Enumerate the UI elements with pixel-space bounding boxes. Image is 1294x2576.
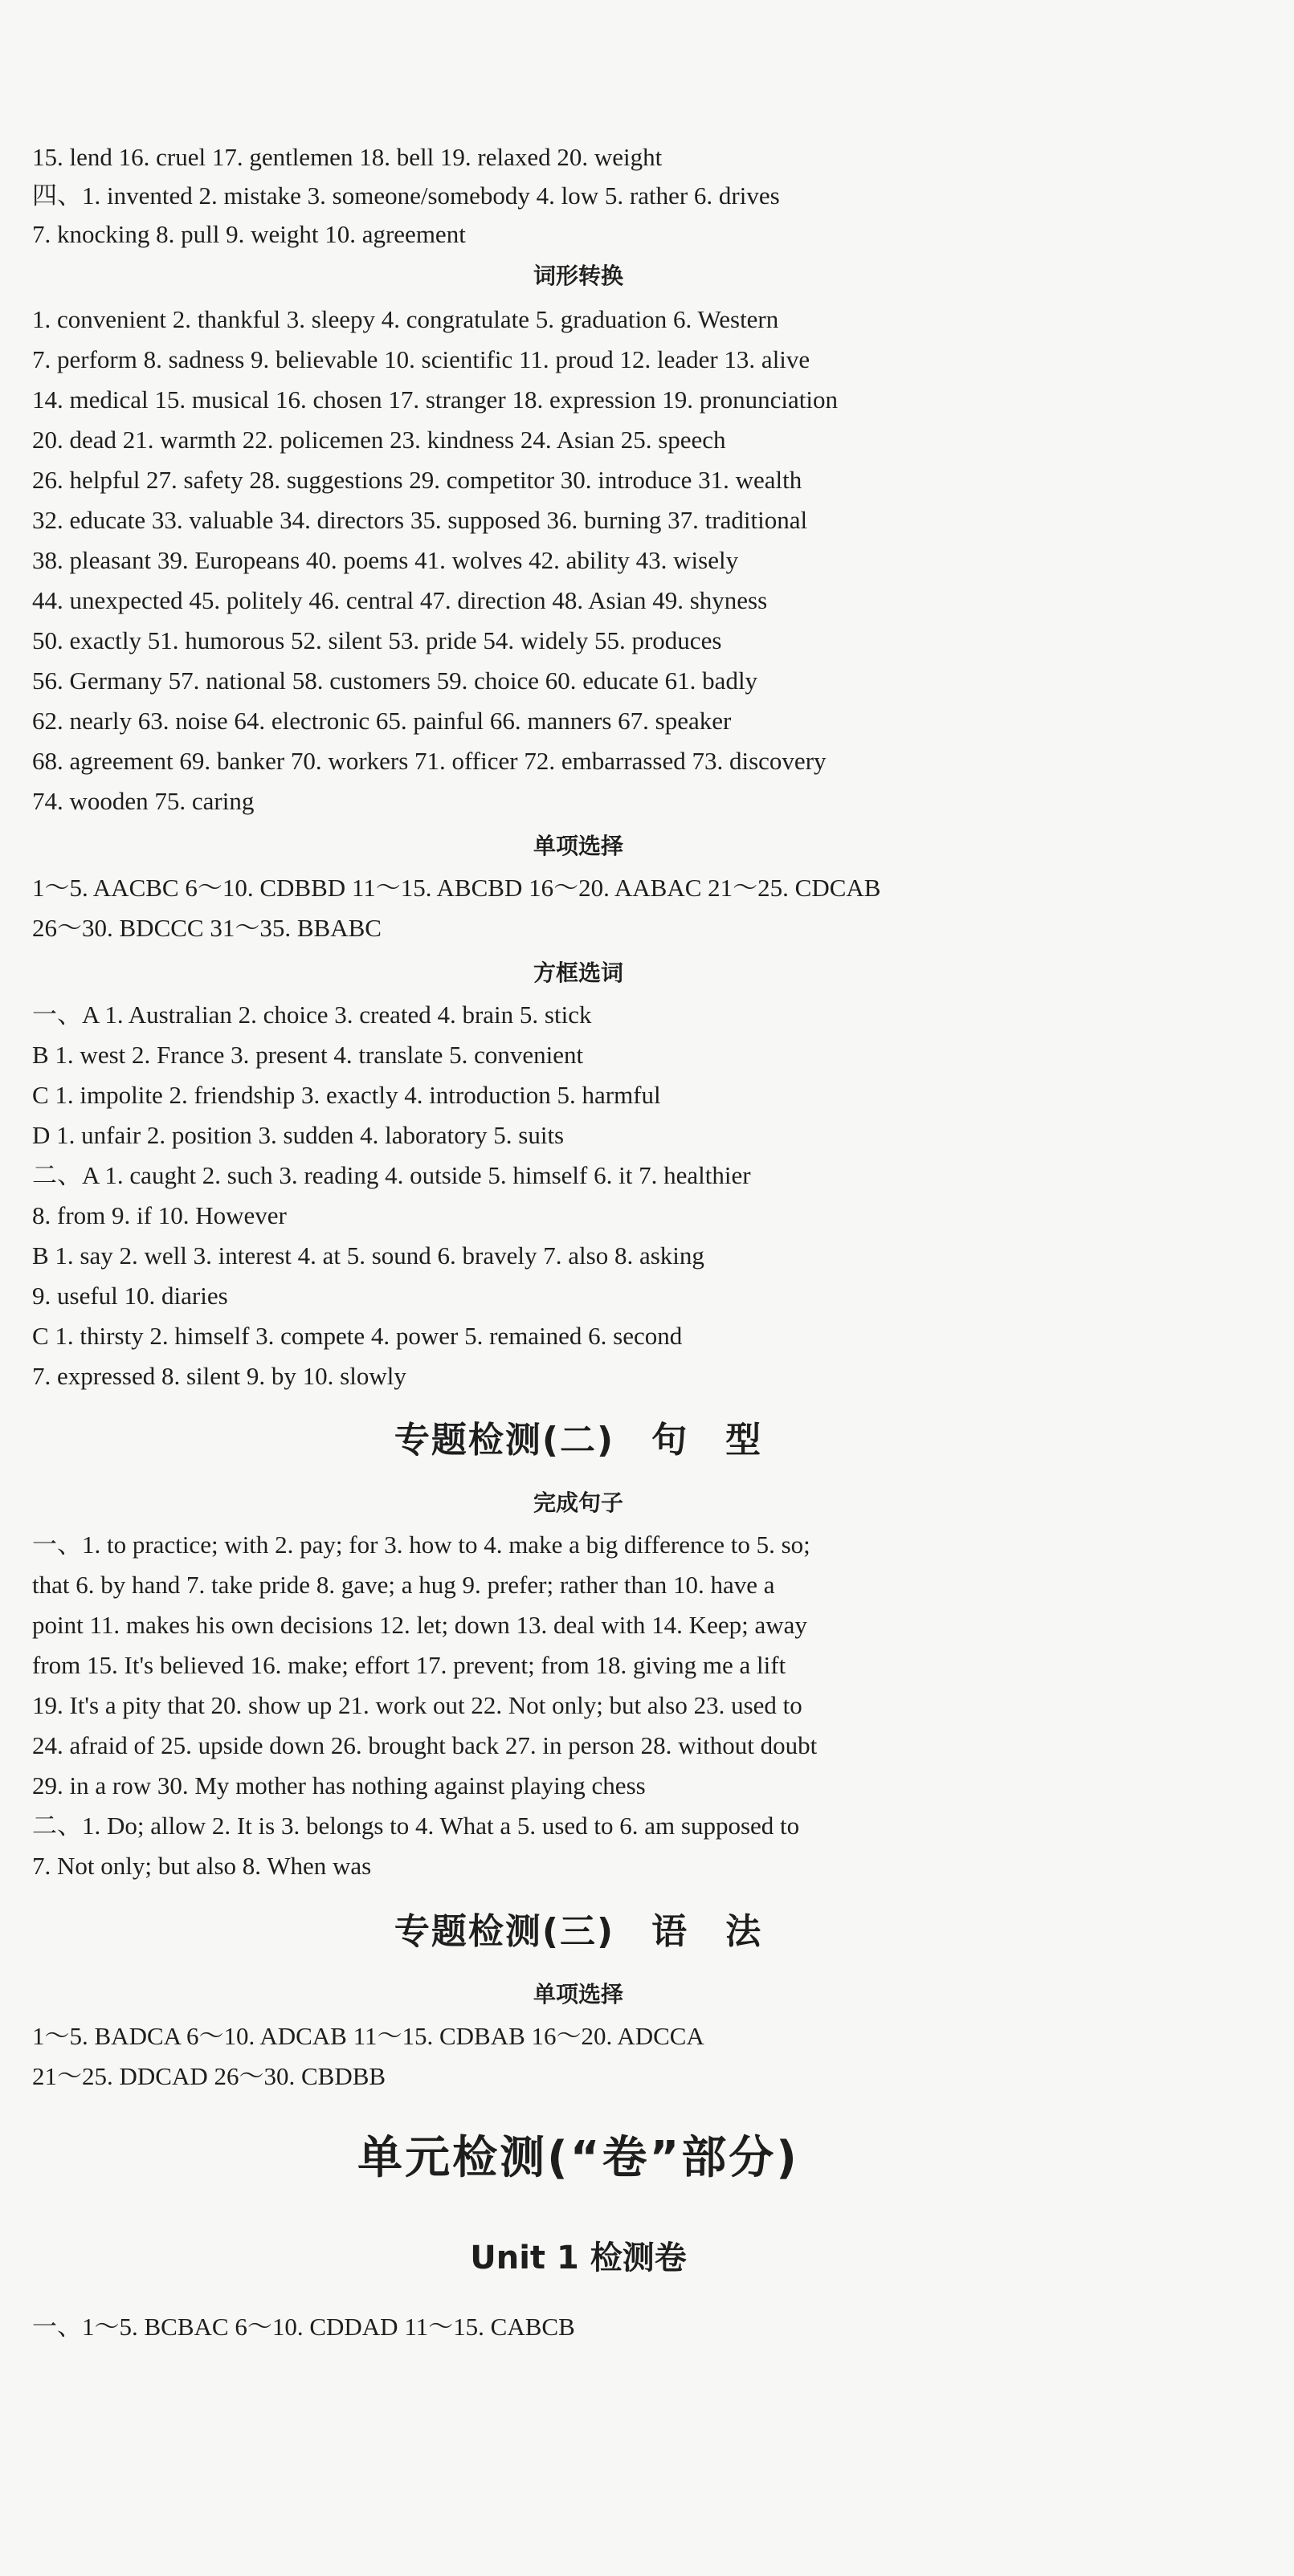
answer-line: 62. nearly 63. noise 64. electronic 65. painful 66. manners 67. speaker — [32, 707, 732, 735]
answer-line: 20. dead 21. warmth 22. policemen 23. kindness 24. Asian 25. speech — [32, 426, 726, 454]
answer-line: 38. pleasant 39. Europeans 40. poems 41. wolves 42. ability 43. wisely — [32, 546, 739, 574]
answer-line: 32. educate 33. valuable 34. directors 35. supposed 36. burning 37. traditional — [32, 506, 808, 534]
answer-line: that 6. by hand 7. take pride 8. gave; a hug 9. prefer; rather than 10. have a — [32, 1571, 775, 1599]
answer-line: 19. It's a pity that 20. show up 21. work out 22. Not only; but also 23. used to — [32, 1691, 802, 1719]
answer-line: 1. convenient 2. thankful 3. sleepy 4. congratulate 5. graduation 6. Western — [32, 305, 779, 333]
section-title-single-choice: 单项选择 — [533, 1981, 623, 2007]
answer-line: 29. in a row 30. My mother has nothing against playing chess — [32, 1771, 646, 1800]
answer-line: 1～5. AACBC 6～10. CDBBD 11～15. ABCBD 16～20. AABAC 21～25. CDCAB — [32, 874, 881, 902]
answer-line: 8. from 9. if 10. However — [32, 1201, 287, 1229]
answer-line: 二、1. Do; allow 2. It is 3. belongs to 4. What a 5. used to 6. am supposed to — [32, 1812, 800, 1840]
answer-line: 68. agreement 69. banker 70. workers 71. officer 72. embarrassed 73. discovery — [32, 747, 827, 775]
answer-line: 50. exactly 51. humorous 52. silent 53. pride 54. widely 55. produces — [32, 626, 722, 654]
section-title-word-forms: 词形转换 — [533, 263, 623, 289]
answer-line: 14. medical 15. musical 16. chosen 17. stranger 18. expression 19. pronunciation — [32, 385, 838, 414]
answer-line: 15. lend 16. cruel 17. gentlemen 18. bell 19. relaxed 20. weight — [32, 143, 663, 171]
answer-line: 56. Germany 57. national 58. customers 59. choice 60. educate 61. badly — [32, 666, 758, 695]
answer-line: 四、1. invented 2. mistake 3. someone/somebody 4. low 5. rather 6. drives — [32, 181, 780, 210]
answer-line: 一、1. to practice; with 2. pay; for 3. how to 4. make a big difference to 5. so; — [32, 1531, 810, 1559]
topic-heading-sentence-patterns: 专题检测(二) 句 型 — [394, 1420, 763, 1461]
answer-line: 7. knocking 8. pull 9. weight 10. agreement — [32, 220, 466, 248]
answer-line: B 1. west 2. France 3. present 4. translate 5. convenient — [32, 1041, 584, 1069]
answer-line: 1～5. BADCA 6～10. ADCAB 11～15. CDBAB 16～20. ADCCA — [32, 2022, 704, 2050]
answer-line: C 1. thirsty 2. himself 3. compete 4. power 5. remained 6. second — [32, 1322, 683, 1350]
answer-line: 9. useful 10. diaries — [32, 1282, 228, 1310]
section-title-box-words: 方框选词 — [533, 960, 623, 986]
unit-tests-heading: 单元检测(“卷”部分) — [357, 2132, 799, 2184]
answer-line: 一、1～5. BCBAC 6～10. CDDAD 11～15. CABCB — [32, 2313, 575, 2341]
answer-line: 一、A 1. Australian 2. choice 3. created 4. brain 5. stick — [32, 1001, 592, 1029]
answer-line: 21～25. DDCAD 26～30. CBDBB — [32, 2062, 386, 2090]
answer-line: B 1. say 2. well 3. interest 4. at 5. sound 6. bravely 7. also 8. asking — [32, 1241, 704, 1270]
answer-line: D 1. unfair 2. position 3. sudden 4. laboratory 5. suits — [32, 1121, 565, 1149]
answer-line: 7. perform 8. sadness 9. believable 10. scientific 11. proud 12. leader 13. alive — [32, 345, 810, 373]
answer-line: 7. expressed 8. silent 9. by 10. slowly — [32, 1362, 406, 1390]
answer-line: from 15. It's believed 16. make; effort 17. prevent; from 18. giving me a lift — [32, 1651, 786, 1679]
section-title-single-choice: 单项选择 — [533, 833, 623, 859]
answer-line: 26. helpful 27. safety 28. suggestions 29. competitor 30. introduce 31. wealth — [32, 466, 802, 494]
answer-line: 7. Not only; but also 8. When was — [32, 1852, 372, 1880]
answer-line: 44. unexpected 45. politely 46. central 47. direction 48. Asian 49. shyness — [32, 586, 768, 614]
answer-line: 26～30. BDCCC 31～35. BBABC — [32, 914, 382, 942]
answer-line: 二、A 1. caught 2. such 3. reading 4. outside 5. himself 6. it 7. healthier — [32, 1161, 751, 1189]
answer-line: point 11. makes his own decisions 12. let; down 13. deal with 14. Keep; away — [32, 1611, 807, 1639]
answer-line: 74. wooden 75. caring — [32, 787, 255, 815]
answer-line: C 1. impolite 2. friendship 3. exactly 4. introduction 5. harmful — [32, 1081, 661, 1109]
topic-heading-grammar: 专题检测(三) 语 法 — [394, 1911, 763, 1952]
unit-1-title: Unit 1 检测卷 — [470, 2240, 687, 2276]
section-title-complete-sentences: 完成句子 — [533, 1490, 623, 1516]
answer-line: 24. afraid of 25. upside down 26. brought back 27. in person 28. without doubt — [32, 1731, 818, 1759]
